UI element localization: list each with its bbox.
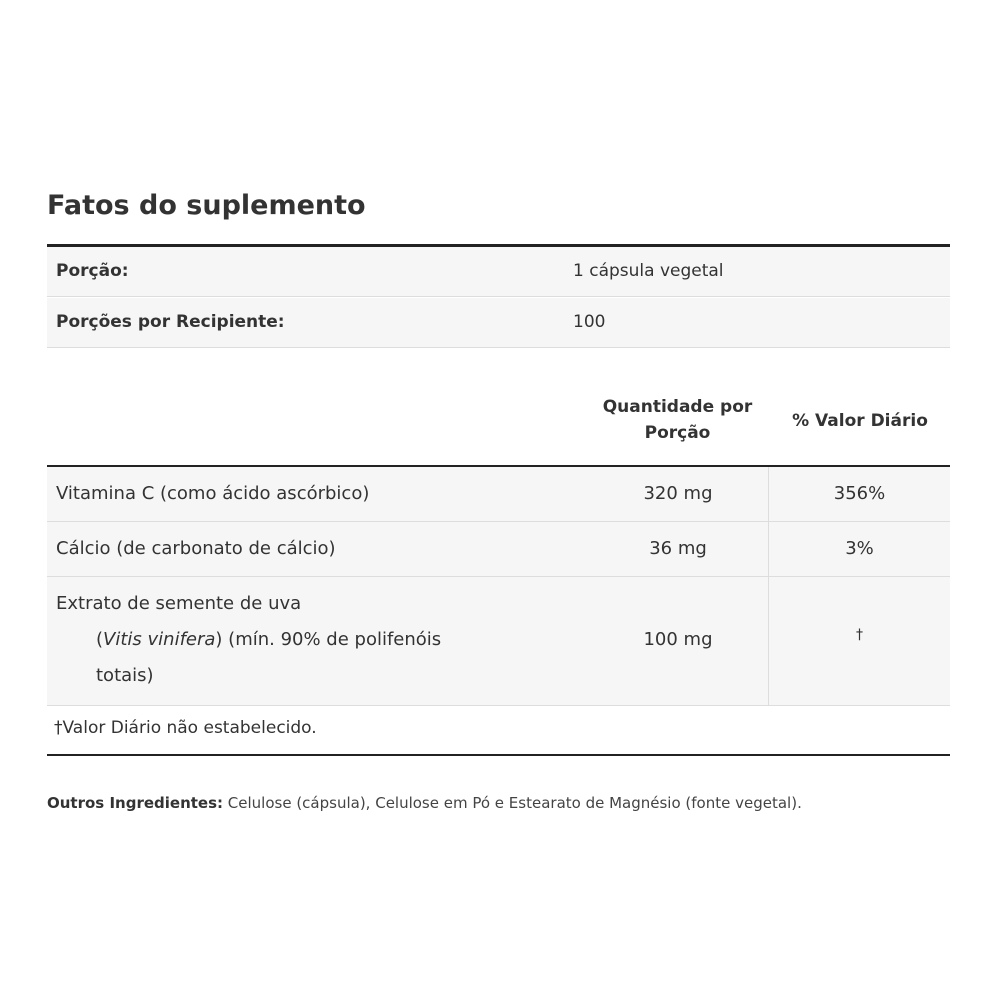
nutrient-name [56,586,441,694]
nutrient-name-line1: Extrato de semente de uva [56,593,302,614]
nutrient-name-open: ( [96,629,104,650]
amount-header-line1: Quantidade por [602,397,753,417]
servings-per-container-row [47,298,950,348]
nutrient-name-line3: totais) [96,665,154,686]
table-row [47,467,950,522]
other-ingredients [47,794,802,812]
table-row [47,577,950,706]
nutrient-name-rest: ) (mín. 90% de polifenóis [215,629,442,650]
nutrient-name: Cálcio (de carbonato de cálcio) [56,538,336,559]
other-ingredients-label: Outros Ingredientes: [47,794,224,812]
nutrient-amount: 100 mg [643,629,713,650]
serving-size-value: 1 cápsula vegetal [573,261,724,281]
nutrient-daily-value: 356% [833,483,886,504]
page-title: Fatos do suplemento [47,190,366,221]
amount-per-serving-header [590,394,765,446]
nutrient-daily-value: 3% [845,538,874,559]
daily-value-header: % Valor Diário [792,411,928,431]
serving-size-label: Porção: [56,261,129,281]
amount-header-line2: Porção [644,423,711,443]
servings-per-container-label: Porções por Recipiente: [56,312,285,332]
nutrient-name-line2 [56,622,441,658]
nutrient-latin-name: Vitis vinifera [103,629,216,650]
table-row [47,522,950,577]
bottom-divider [47,754,950,756]
nutrient-amount: 36 mg [649,538,707,559]
nutrient-name: Vitamina C (como ácido ascórbico) [56,483,370,504]
nutrient-daily-value: † [856,627,863,643]
other-ingredients-text: Celulose (cápsula), Celulose em Pó e Estearato de Magnésio (fonte vegetal). [223,794,802,812]
servings-per-container-value: 100 [573,312,606,332]
serving-size-row [47,247,950,297]
nutrient-amount: 320 mg [643,483,713,504]
footnote-text: †Valor Diário não estabelecido. [54,718,317,738]
footnote-row [47,706,950,754]
